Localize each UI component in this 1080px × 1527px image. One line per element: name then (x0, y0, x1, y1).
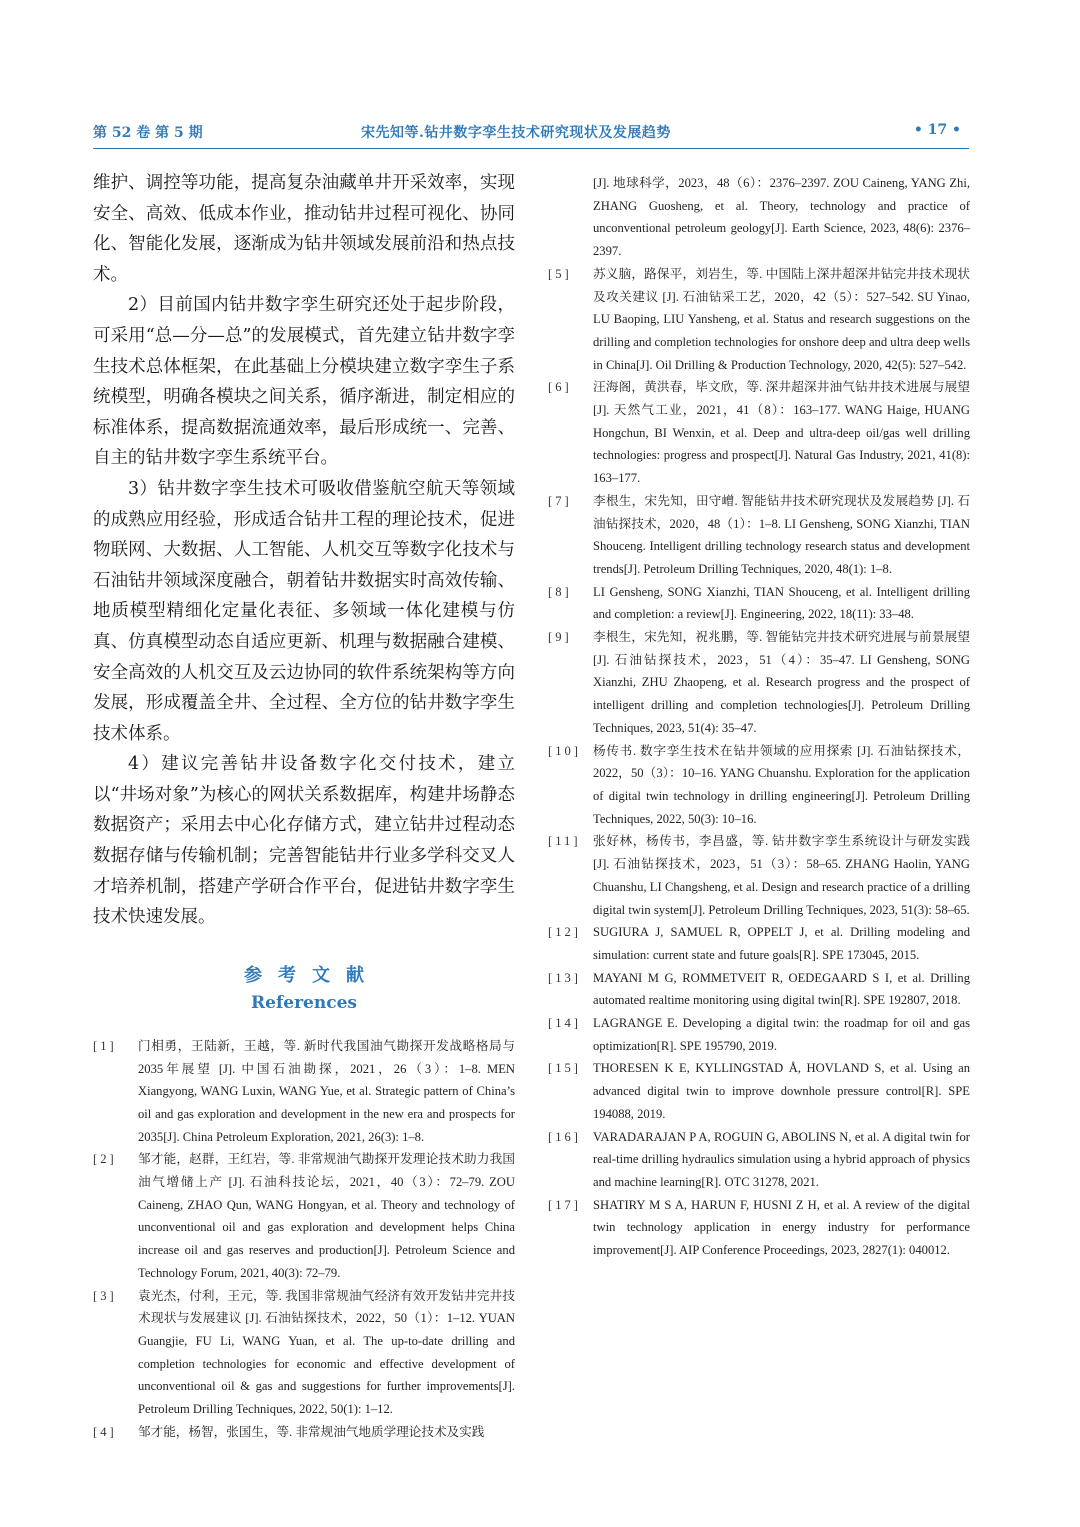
reference-number: [7] (548, 493, 572, 508)
reference-item (93, 1148, 515, 1284)
reference-number: [14] (548, 1016, 581, 1031)
references-title-cn: 参考文献 (244, 964, 380, 986)
reference-text: 袁光杰，付利，王元，等. 我国非常规油气经济有效开发钻井完井技术现状与发展建议 [J]. 石油钻探技术，2022，50（1）：1–12. YUAN Guangjie, FU Li, WANG Yuan, et al. The up-to-date drilling and completion technologies for economic and effective development of unconventional oil & gas and suggestions for further improvements[J]. Petroleum Drilling Techniques, 2022, 50(1): 1–12. (138, 1288, 515, 1417)
reference-item (93, 1035, 515, 1149)
right-column (548, 172, 970, 1262)
page-number: • 17 • (913, 122, 961, 138)
reference-number: [10] (548, 743, 581, 758)
reference-number: [1] (93, 1038, 117, 1053)
running-header (93, 118, 969, 149)
reference-number: [15] (548, 1061, 581, 1076)
reference-text: 杨传书. 数字孪生技术在钻井领域的应用探索 [J]. 石油钻探技术，2022，50（3）：10–16. YANG Chuanshu. Exploration for the application of digital twin technology in drilling engineering[J]. Petroleum Drilling Techniques, 2022, 50(3): 10–16. (593, 743, 970, 826)
reference-text: SUGIURA J, SAMUEL R, OPPELT J, et al. Drilling modeling and simulation: current state and future goals[R]. SPE 173045, 2015. (593, 925, 970, 962)
reference-text: 门相勇，王陆新，王越，等. 新时代我国油气勘探开发战略格局与2035年展望 [J]. 中国石油勘探，2021，26（3）：1–8. MEN Xiangyong, WANG Luxin, WANG Yue, et al. Strategic pattern of China’s oil and gas exploration and development in the new era and prospects for 2035[J]. China Petroleum Exploration, 2021, 26(3): 1–8. (138, 1038, 515, 1144)
body-paragraph: 4）建议完善钻井设备数字化交付技术，建立以“井场对象”为核心的网状关系数据库，构建井场静态数据资产；采用去中心化存储方式，建立钻井过程动态数据存储与传输机制；完善智能钻井行业多学科交叉人才培养机制，搭建产学研合作平台，促进钻井数字孪生技术快速发展。 (93, 754, 515, 928)
reference-item (548, 1126, 970, 1194)
reference-number: [2] (93, 1152, 117, 1167)
reference-text: 苏义脑，路保平，刘岩生，等. 中国陆上深井超深井钻完井技术现状及攻关建议 [J]. 石油钻采工艺，2020，42（5）：527–542. SU Yinao, LU Baoping, LIU Yansheng, et al. Status and research suggestions on the drilling and completion technologies for onshore deep and ultra deep wells in China[J]. Oil Drilling & Production Technology, 2020, 42(5): 527–542. (593, 266, 971, 372)
reference-number: [9] (548, 630, 572, 645)
reference-number: [13] (548, 970, 581, 985)
body-paragraph: 2）目前国内钻井数字孪生研究还处于起步阶段，可采用“总—分—总”的发展模式，首先建立钻井数字孪生技术总体框架，在此基础上分模块建立数字孪生子系统模型，明确各模块之间关系，循序渐进，制定相应的标准体系，提高数据流通效率，最后形成统一、完善、自主的钻井数字孪生系统平台。 (93, 295, 515, 469)
references-heading (93, 961, 515, 1013)
reference-text: 邹才能，赵群，王红岩，等. 非常规油气勘探开发理论技术助力我国油气增储上产 [J]. 石油科技论坛，2021，40（3）：72–79. ZOU Caineng, ZHAO Qun, WANG Hongyan, et al. Theory and technology of unconventional oil and gas exploration and development helps China increase oil and gas reserves and production[J]. Petroleum Science and Technology Forum, 2021, 40(3): 72–79. (138, 1152, 515, 1280)
reference-item (548, 1194, 970, 1262)
reference-item (548, 263, 970, 377)
reference-list-right (548, 172, 970, 1262)
reference-item (93, 1285, 515, 1421)
reference-item (548, 921, 970, 966)
reference-item (548, 626, 970, 740)
running-title: 宋先知等.钻井数字孪生技术研究现状及发展趋势 (361, 125, 671, 141)
references-title-en: References (251, 992, 357, 1013)
reference-number: [17] (548, 1197, 581, 1212)
reference-text: 张好林，杨传书，李昌盛，等. 钻井数字孪生系统设计与研发实践 [J]. 石油钻探技术，2023，51（3）：58–65. ZHANG Haolin, YANG Chuanshu, LI Changsheng, et al. Design and research practice of a drilling digital twin system[J]. Petroleum Drilling Techniques, 2023, 51(3): 58–65. (593, 834, 970, 917)
reference-item (548, 967, 970, 1012)
reference-text: LAGRANGE E. Developing a digital twin: the roadmap for oil and gas optimization[R]. SPE 195790, 2019. (593, 1016, 970, 1053)
reference-item (548, 581, 970, 626)
reference-text: 李根生，宋先知，田守嶒. 智能钻井技术研究现状及发展趋势 [J]. 石油钻探技术，2020，48（1）：1–8. LI Gensheng, SONG Xianzhi, TIAN Shouceng. Intelligent drilling technology research status and development trends[J]. Petroleum Drilling Techniques, 2020, 48(1): 1–8. (593, 493, 970, 576)
reference-item (548, 740, 970, 831)
body-paragraph: 维护、调控等功能，提高复杂油藏单井开采效率，实现安全、高效、低成本作业，推动钻井过程可视化、协同化、智能化发展，逐渐成为钻井领域发展前沿和热点技术。 (93, 173, 515, 285)
reference-text: SHATIRY M S A, HARUN F, HUSNI Z H, et al. A review of the digital twin technology application in energy industry for performance improvement[J]. AIP Conference Proceedings, 2023, 2827(1): 040012. (593, 1197, 970, 1258)
reference-item (548, 1057, 970, 1125)
reference-text: 邹才能，杨智，张国生，等. 非常规油气地质学理论技术及实践 (138, 1424, 485, 1439)
reference-item (548, 376, 970, 490)
reference-number: [4] (93, 1424, 117, 1439)
reference-number: [12] (548, 925, 581, 940)
reference-text: MAYANI M G, ROMMETVEIT R, OEDEGAARD S I, et al. Drilling automated realtime monitoring using digital twin[R]. SPE 192807, 2018. (593, 970, 970, 1008)
reference-item (548, 172, 970, 263)
reference-item (548, 1012, 970, 1057)
reference-text: THORESEN K E, KYLLINGSTAD Å, HOVLAND S, et al. Using an advanced digital twin to improve downhole pressure control[R]. SPE 194088, 2019. (593, 1061, 970, 1121)
reference-list-left (93, 1035, 515, 1444)
reference-text: [J]. 地球科学，2023，48（6）：2376–2397. ZOU Caineng, YANG Zhi, ZHANG Guosheng, et al. Theory, technology and practice of unconventional petroleum geology[J]. Earth Science, 2023, 48(6): 2376–2397. (593, 176, 970, 259)
reference-number: [5] (548, 266, 572, 281)
reference-item (93, 1421, 515, 1444)
left-column (93, 168, 515, 1444)
reference-text: LI Gensheng, SONG Xianzhi, TIAN Shouceng, et al. Intelligent drilling and completion: a review[J]. Engineering, 2022, 18(11): 33–48. (593, 584, 970, 622)
body-paragraph: 3）钻井数字孪生技术可吸收借鉴航空航天等领域的成熟应用经验，形成适合钻井工程的理论技术，促进物联网、大数据、人工智能、人机交互等数字化技术与石油钻井领域深度融合，朝着钻井数据实时高效传输、地质模型精细化定量化表征、多领域一体化建模与仿真、仿真模型动态自适应更新、机理与数据融合建模、安全高效的人机交互及云边协同的软件系统架构等方向发展，形成覆盖全井、全过程、全方位的钻井数字孪生技术体系。 (93, 478, 515, 744)
journal-volume-issue: 第 52 卷 第 5 期 (93, 125, 203, 141)
reference-number: [3] (93, 1288, 117, 1303)
reference-number: [16] (548, 1129, 581, 1144)
reference-text: VARADARAJAN P A, ROGUIN G, ABOLINS N, et al. A digital twin for real-time drilling hydraulics simulation using a hybrid approach of physics and machine learning[R]. OTC 31278, 2021. (593, 1129, 970, 1189)
reference-text: 李根生，宋先知，祝兆鹏，等. 智能钻完井技术研究进展与前景展望 [J]. 石油钻探技术，2023，51（4）：35–47. LI Gensheng, SONG Xianzhi, ZHU Zhaopeng, et al. Research progress and the prospect of intelligent drilling and completion technologies[J]. Petroleum Drilling Techniques, 2023, 51(4): 35–47. (593, 630, 970, 735)
reference-item (548, 490, 970, 581)
reference-item (548, 830, 970, 921)
reference-number: [8] (548, 584, 572, 599)
reference-text: 汪海阁，黄洪春，毕文欣，等. 深井超深井油气钻井技术进展与展望 [J]. 天然气工业，2021，41（8）：163–177. WANG Haige, HUANG Hongchun, BI Wenxin, et al. Deep and ultra-deep oil/gas well drilling technologies: progress and prospect[J]. Natural Gas Industry, 2021, 41(8): 163–177. (593, 380, 970, 486)
reference-number: [6] (548, 380, 572, 395)
reference-number: [11] (548, 834, 581, 849)
conclusions-text (93, 168, 515, 933)
